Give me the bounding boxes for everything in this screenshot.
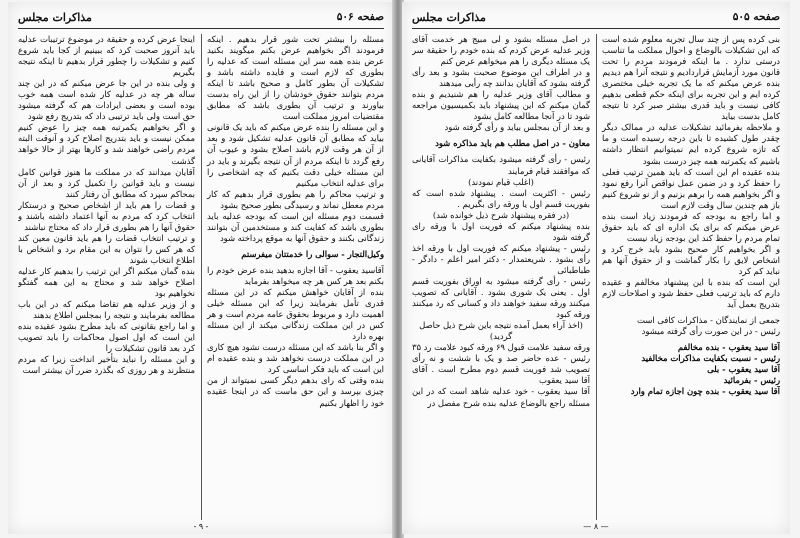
right-page xyxy=(402,2,790,534)
paragraph: و ولی بنده در این جا عرض میکنم که در این چند ساله هر چه در عدلیه کار شده است همه خوب بوده است و بعضی ایرادات هم که گرفته میشود حق است ولی باید ترتیبی داد که بتدریج رفع شود xyxy=(18,78,195,122)
paragraph: و اگر بخواهیم یکمرتبه همه چیز را عوض کنیم ممکن نیست و باید بتدریج اصلاح کرد و آنوقت البته مردم راضی خواهند شد و کارها بهتر از حالا خواهد گذشت xyxy=(18,122,195,166)
paragraph: و اگر بخواهیم کار صحیح بشود باید خرج کرد و اشخاص لایق را بکار گماشت و از حقوق آنها هم نباید کم کرد xyxy=(602,243,780,276)
paragraph: ورقه سفید علامت قبول ۶۹ ورقه کبود علامت رد ۳۵ xyxy=(412,342,590,353)
left-page xyxy=(8,2,394,534)
paragraph: بنده پیشنهاد میکنم که فوریت اول با ورقه رای گرفته شود xyxy=(412,220,590,242)
paragraph: رئیس - پیشنهاد میکنم که فوریت اول با ورقه اخذ رأی بشود . شریعتمدار - دکتر امیر اعلم - دادگر - طباطبائی xyxy=(412,242,590,275)
left-page-title: مذاکرات مجلس xyxy=(18,10,92,24)
paragraph: بنی کرده پس از چند سال تجربه معلوم شده است که این تشکیلات بالوضاع و احوال مملکت ما تناسب درستی ندارد . ما اینکه فرمودند مردم را تحت قانون مورد آزمایش قراردادیم و نتیجه آنرا هم دیدیم xyxy=(602,34,780,78)
member-line: آقا سید یعقوب - بنده چون اجازه تمام وارد xyxy=(630,386,780,397)
paragraph: و این مسئله را بنده عرض میکنم که باید یک قانونی بیاید که مطابق آن قانون عدلیه تشکیل شود و بعد از آن هر وقت لازم باشد اصلاح بشود و عیوب آن رفع گردد تا اینکه مردم از آن نتیجه بگیرند و باید در این مسئله خیلی دقت بکنیم که چه اشخاصی را برای عدلیه انتخاب میکنیم xyxy=(207,122,384,188)
paragraph: و ملاحظه بفرمائید تشکیلات عدلیه در ممالک دیگر چقدر طول کشیده تا باین درجه رسیده است و ما که تازه شروع کرده ایم نمیتوانیم انتظار داشته باشیم که یکمرتبه همه چیز درست بشود xyxy=(602,122,780,166)
paragraph: و ترتیب انتخاب قضات را هم باید قانون معین کند که هر کس را نتوان به این مقام برد و اشخاص با اطلاع انتخاب شوند xyxy=(18,232,195,265)
right-page-footer: — ۸ — xyxy=(583,522,609,531)
speaker-line: وکیل‌التجار - سوالی را خدمتتان میفرستم xyxy=(241,248,384,259)
paragraph: رئیس - در این صورت رأی گرفته میشود xyxy=(641,326,780,337)
member-line: آقا سید یعقوب - بنده مخالفم xyxy=(677,342,780,353)
paragraph: و قضات را هم باید از اشخاص صحیح و درستکار انتخاب کرد که مردم به آنها اعتماد داشته باشند و حقوق آنها را هم بطوری قرار داد که محتاج نباشند xyxy=(18,199,195,232)
left-column-right xyxy=(201,34,384,520)
paragraph: رئیس - رأی گرفته میشود به اوراق بفوریت قسم اول . یعنی یک شوری بشود . آقایانی که تصویب میکنند ورقه سفید خواهند داد و کسانی که رد میکنند ورقه کبود xyxy=(412,275,590,320)
paragraph: و از وزیر عدلیه هم تقاضا میکنم که در این باب مطالعه بفرمایند و نتیجه را بمجلس اطلاع بدهند xyxy=(18,299,195,321)
right-page-title: مذاکرات مجلس xyxy=(412,10,486,24)
paragraph: اینجا عرض کرده و حقیقة در موضوع ترتیبات عدلیه باید آنروز صحبت کرد که ببینیم از کجا باید شروع کنیم و تشکیلات را چطور قرار بدهیم تا اینکه نتیجه بگیریم xyxy=(18,34,195,78)
member-line: رئیس - نسبت بکفایت مذاکرات مخالفید xyxy=(641,353,780,364)
right-column-left xyxy=(412,34,590,520)
right-page-header xyxy=(412,8,780,26)
left-page-number: صفحه ۵۰۶ xyxy=(336,11,384,23)
right-column-right xyxy=(596,34,780,520)
left-header-rule xyxy=(18,28,384,29)
paragraph: بنده وقتی که رای بدهم دیگر کسی نمیتواند از من چیزی بپرسد و این حق ماست که در اینجا عقیده خود را اظهار بکنیم xyxy=(207,375,384,408)
paragraph: بنده عقیده ام این است که باید همین ترتیب فعلی را حفظ کرد و در ضمن عمل نواقص آنرا رفع نمود و اگر بخواهیم همه را برهم بزنیم و از نو شروع کنیم باز هم چندین سال وقت لازم است xyxy=(602,166,780,210)
paragraph: این است که بنده با این پیشنهاد مخالفم و عقیده دارم که باید ترتیب فعلی حفظ شود و اصلاحات لازم بتدریج بعمل آید xyxy=(602,277,780,310)
paragraph: در اصل مسئله بشود و لی مبیج هر خدمت آقای وزیر عدلیه عرض کردم که بنده خودم را حقیقة سر یک مسئله دیگری را هم میخواهم عرض کنم xyxy=(412,34,590,67)
paragraph: و اما راجع به بودجه که فرمودند زیاد است بنده عرض میکنم که برای یک اداره ای که باید حقوق تمام مردم را حفظ کند این بودجه زیاد نیست xyxy=(602,210,780,243)
right-columns xyxy=(412,34,780,520)
left-columns xyxy=(18,34,384,520)
paragraph: و بعد از آن بمجلس بیاید و رأی گرفته شود xyxy=(444,122,590,133)
paragraph: (در فقره پیشنهاد شرح ذیل خوانده شد) xyxy=(432,209,570,220)
paragraph: رئیس - رأی گرفته میشود بکفایت مذاکرات آقایانی که موافقند قیام فرمایند xyxy=(412,154,590,176)
paragraph: و ترتیب محاکم را هم بطوری قرار بدهیم که کار مردم معطل نماند و رسیدگی بطور صحیح بشود xyxy=(207,188,384,210)
paragraph: قسمت دوم مسئله این است که بودجه عدلیه باید بطوری باشد که کفایت کند و مستخدمین آن بتوانند زندگانی بکنند و حقوق آنها به موقع پرداخته شود xyxy=(207,210,384,243)
member-line: رئیس - بفرمائید xyxy=(723,375,780,386)
right-page-number: صفحه ۵۰۵ xyxy=(732,11,780,23)
paragraph: و مطالب آقای وزیر عدلیه را هم شنیدیم و بنده گمان میکنم که این پیشنهاد باید بکمیسیون مراجعه شود تا در آنجا مطالعه کامل بشود xyxy=(412,89,590,122)
paragraph: و این مسئله را نباید بتأخیر انداخت زیرا که مردم منتظرند و هر روزی که بگذرد ضرر آن بیشتر است xyxy=(18,354,195,376)
speaker-line: معاون - در اصل مطلب هم باید مذاکره شود xyxy=(435,138,590,149)
member-line: آقا سید یعقوب - بلی xyxy=(707,364,780,375)
paragraph: و اما راجع بقانونی که باید مطرح بشود عقیده بنده این است که اول اصول محاکمات را باید تصویب کرد بعد قانون تشکیلات را xyxy=(18,321,195,354)
paragraph: رئیس - اکثریت است . پیشنهاد شده است که بفوریت قسم اول یا ورقه رای بگیریم . xyxy=(412,187,590,209)
paragraph: (اخذ آراء بعمل آمده نتیجه باین شرح ذیل حاصل گردید) xyxy=(419,320,583,342)
right-header-rule xyxy=(412,28,780,29)
paragraph: (اغلب قیام نمودند) xyxy=(468,176,534,187)
left-column-left xyxy=(18,34,195,520)
paragraph: آقا سید یعقوب - خود عدلیه شاهد است که در این مسئله راجع بالوضاع عدلیه بنده شرح مفصل در xyxy=(412,386,590,408)
paragraph: آقایان میدانند که در مملکت ما هنوز قوانین کامل نیست و باید قوانین را تکمیل کرد و بعد از آن بمحاکم سپرد که مطابق آن رفتار کنند xyxy=(18,166,195,199)
paragraph: مسئله را بیشتر تحت شور قرار بدهیم . اینکه فرمودند اگر بخواهیم عرض بکنم میگویند بکنید عرض بنده همه سر این مسئله است که عدلیه را بطوری که لازم است و فایده داشته باشد و تشکیلات آن بطور کامل و صحیح باشد تا اینکه مردم بتوانند حقوق خودشان را از این راه بدست بیاورند و ترتیب آن بطوری باشد که مطابق مقتضیات امروز مملکت است xyxy=(207,34,384,122)
paragraph: بنده از آقایان خواهش میکنم که در این مسئله قدری تأمل بفرمایند زیرا که این مسئله خیلی اهمیت دارد و مربوط بحقوق عامه مردم است و هر کس در این مملکت زندگانی میکند از این مسئله بهره دارد xyxy=(207,287,384,342)
left-page-header xyxy=(18,8,384,26)
paragraph: بنده گمان میکنم اگر این ترتیب را بدهیم کار عدلیه اصلاح خواهد شد و محتاج به این همه گفتگو نخواهیم بود xyxy=(18,265,195,299)
paragraph: بنده عرض میکنم که ما یک تجربه خیلی مختصری کرده ایم و این تجربه برای اینکه حکم قطعی بدهیم کافی نیست و باید قدری بیشتر صبر کرد تا نتیجه کامل بدست بیاید xyxy=(602,78,780,122)
paragraph: رئیس - عده حاضر صد و یک با ششت و نه رأی تصویب شد فوریت قسم دوم مطرح است . آقای آقا سید یعقوب xyxy=(412,353,590,386)
paragraph: آقاسید یعقوب - آقا اجازه بدهید بنده عرض خودم را بکنم بعد هر کس هر چه میخواهد بفرماید xyxy=(207,264,384,286)
left-page-footer: - ۹ - xyxy=(193,522,209,531)
paragraph: جمعی از نمایندگان - مذاکرات کافی است xyxy=(636,315,780,326)
paragraph: و اگر بنا باشد که این مسئله درست نشود هیچ کاری در این مملکت درست نخواهد شد و بنده عقیده ام این است که باید فکر اساسی کرد xyxy=(207,342,384,375)
paragraph: و در اطراف این موضوع صحبت بشود و بعد رأی گرفته بشود که آقایان بدانند چه رأیی میدهند xyxy=(412,67,590,89)
